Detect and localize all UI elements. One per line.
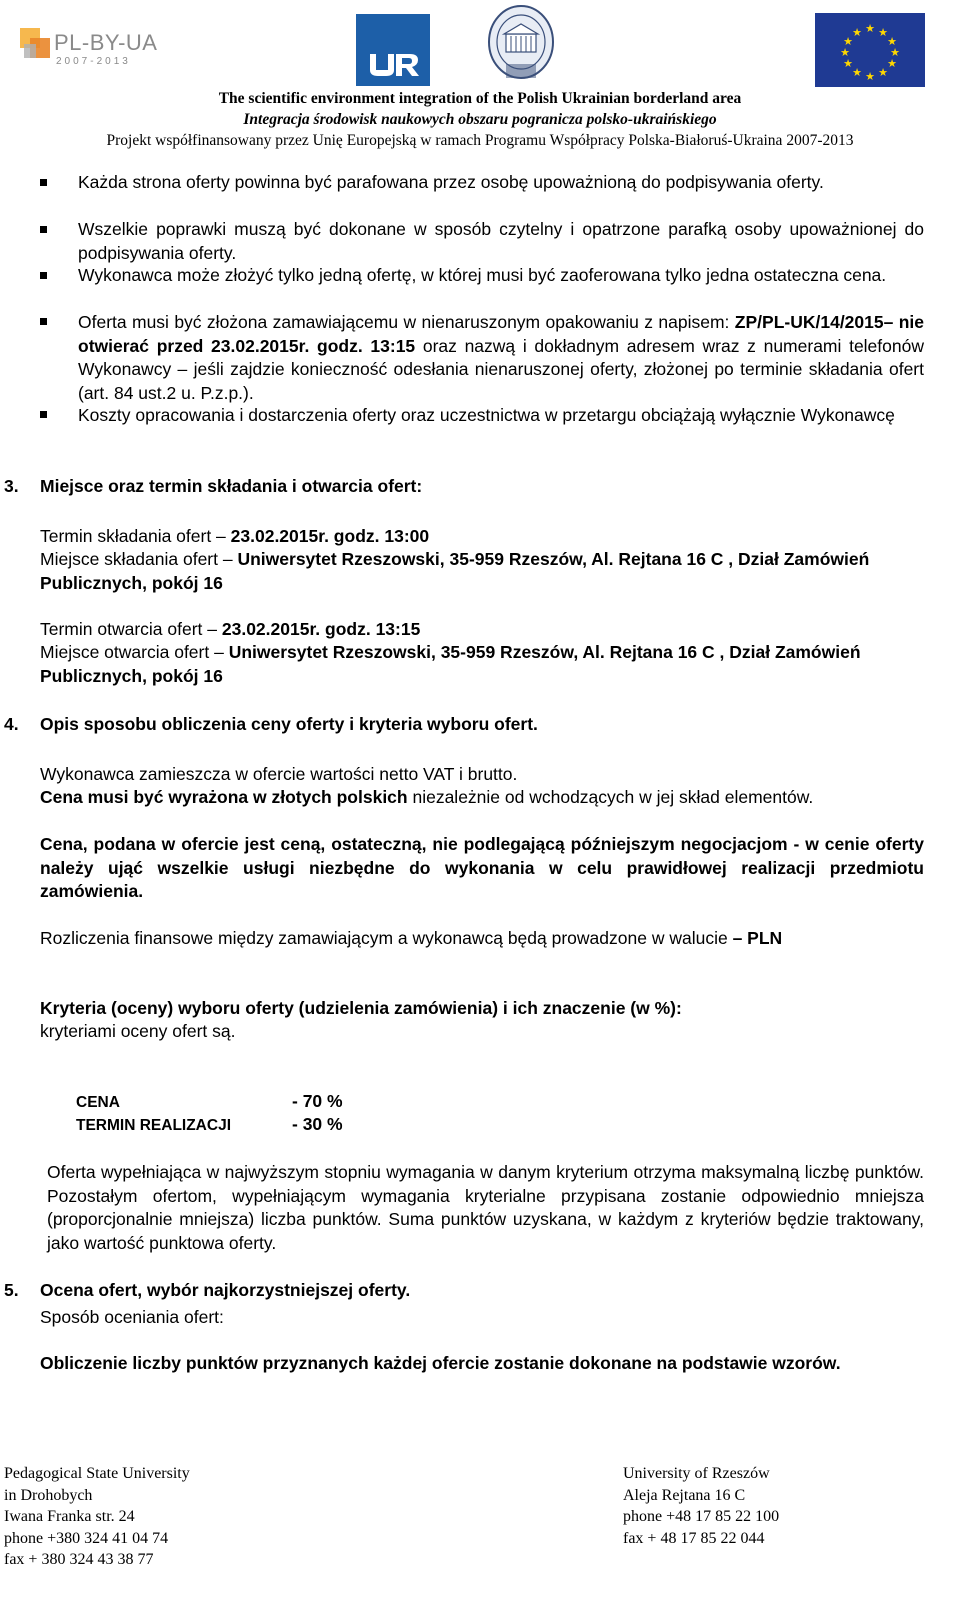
bullet-3: Wykonawca może złożyć tylko jedną ofertę, w której musi być zaoferowana tylko jedna ostateczna cena. — [78, 265, 887, 285]
svg-text:★: ★ — [840, 46, 850, 59]
footer-left-line-3: Iwana Franka str. 24 — [4, 1508, 135, 1525]
deadline-label: Termin składania ofert – — [40, 526, 231, 546]
ur-logo-mark — [356, 14, 430, 86]
footer-right-line-2: Aleja Rejtana 16 C — [623, 1486, 746, 1504]
svg-text:★: ★ — [887, 57, 897, 70]
section-4-paragraph-5: Oferta wypełniająca w najwyższym stopniu wymagania w danym kryterium otrzyma maksymalną liczbę punktów. Pozostałym ofertom, wypełniającym wymagania kryterialne przypisana zostanie odpowiednio mniejsza (proporcjonalnie mniejsza) liczba punktów. Suma punktów uzyskana, w każdym z kryteriów będzie traktowany, jako wartość punktowa oferty. — [47, 1162, 924, 1253]
plbyua-logo-text: PL-BY-UA — [54, 30, 158, 55]
header-line-1: The scientific environment integration of the Polish Ukrainian borderland area — [218, 90, 742, 107]
opening-value: 23.02.2015r. godz. 13:15 — [221, 619, 421, 639]
bullet-4-text-bold: ZP/PL-UK/14/2015– nie otwierać przed 23.02.2015r. godz. 13:15 — [78, 312, 924, 356]
section-3-title: Miejsce oraz termin składania i otwarcia ofert: — [40, 476, 423, 496]
opening-place-line — [40, 641, 910, 688]
section-5-paragraph-1: Obliczenie liczby punktów przyznanych każdej ofercie zostanie dokonane na podstawie wzorów. — [40, 1353, 841, 1373]
bullet-icon — [40, 179, 47, 186]
ur-logo — [356, 14, 430, 86]
svg-text:★: ★ — [852, 26, 862, 39]
bullet-icon — [40, 411, 47, 418]
bullet-4-text-a: Oferta musi być złożona zamawiającemu w nienaruszonym opakowaniu z napisem: — [78, 312, 735, 332]
svg-text:★: ★ — [890, 46, 900, 59]
bullet-icon — [40, 318, 47, 325]
criteria-name-2: TERMIN REALIZACJI — [76, 1117, 231, 1134]
currency-text: Rozliczenia finansowe między zamawiającym a wykonawcą będą prowadzone w walucie — [40, 928, 733, 948]
footer-left-line-5: fax + 380 324 43 38 77 — [4, 1551, 154, 1568]
currency-value: – PLN — [732, 928, 783, 948]
deadline-line — [40, 525, 429, 549]
section-4-paragraph-4 — [40, 927, 782, 951]
footer-left-line-2: in Drohobych — [4, 1486, 93, 1504]
svg-text:★: ★ — [865, 22, 875, 35]
submission-place-line — [40, 548, 910, 595]
plbyua-logo-years: 2007-2013 — [56, 56, 131, 67]
bullet-icon — [40, 226, 47, 233]
criteria-title: Kryteria (oceny) wyboru oferty (udzielenia zamówienia) i ich znaczenie (w %): — [40, 998, 682, 1018]
footer-right-line-3: phone +48 17 85 22 100 — [623, 1508, 780, 1525]
footer-left-line-1: Pedagogical State University — [4, 1465, 190, 1482]
header-line-3: Projekt współfinansowany przez Unię Europejską w ramach Programu Współpracy Polska-Białoruś-Ukraina 2007-2013 — [106, 132, 854, 149]
svg-text:★: ★ — [878, 66, 888, 79]
seal-icon — [486, 4, 556, 86]
plbyua-logo — [18, 22, 178, 74]
svg-text:★: ★ — [865, 70, 875, 83]
submission-place-label: Miejsce składania ofert – — [40, 549, 238, 569]
deadline-value: 23.02.2015r. godz. 13:00 — [230, 526, 430, 546]
svg-text:★: ★ — [843, 57, 853, 70]
bullet-1: Każda strona oferty powinna być parafowana przez osobę upoważnioną do podpisywania oferty. — [78, 172, 824, 192]
svg-text:★: ★ — [852, 66, 862, 79]
bullet-4 — [78, 311, 924, 405]
section-4-paragraph-3: Cena, podana w ofercie jest ceną, ostateczną, nie podlegającą późniejszym negocjacjom - w cenie oferty należy ująć wszelkie usługi niezbędne do wykonania w celu prawidłowej realizacji przedmiotu zamówienia. — [40, 834, 924, 901]
svg-text:★: ★ — [887, 35, 897, 48]
section-5-subtitle: Sposób oceniania ofert: — [40, 1307, 224, 1327]
criteria-name-1: CENA — [76, 1094, 120, 1111]
footer-left-line-4: phone +380 324 41 04 74 — [4, 1529, 169, 1547]
svg-text:★: ★ — [878, 26, 888, 39]
opening-line — [40, 618, 420, 642]
section-3-number: 3. — [4, 476, 19, 496]
section-4-paragraph-1: Wykonawca zamieszcza w ofercie wartości netto VAT i brutto. — [40, 764, 518, 784]
university-seal-logo — [486, 4, 556, 86]
opening-place-label: Miejsce otwarcia ofert – — [40, 642, 229, 662]
footer-left — [4, 1463, 190, 1571]
bullet-2: Wszelkie poprawki muszą być dokonane w sposób czytelny i opatrzone parafką osoby upoważnionej do podpisywania oferty. — [78, 219, 924, 263]
eu-flag-logo — [815, 13, 925, 87]
svg-text:★: ★ — [843, 35, 853, 48]
bullet-5: Koszty opracowania i dostarczenia oferty oraz uczestnictwa w przetargu obciążają wyłącznie Wykonawcę — [78, 405, 895, 425]
opening-place-value: Uniwersytet Rzeszowski, 35-959 Rzeszów, Al. Rejtana 16 C , Dział Zamówień Publicznych, pokój 16 — [40, 642, 861, 686]
bullet-icon — [40, 272, 47, 279]
criteria-subtitle: kryteriami oceny ofert są. — [40, 1021, 236, 1041]
footer-right-line-4: fax + 48 17 85 22 044 — [623, 1529, 765, 1547]
eu-stars-icon — [815, 13, 925, 87]
submission-place-value: Uniwersytet Rzeszowski, 35-959 Rzeszów, Al. Rejtana 16 C , Dział Zamówień Publicznych, pokój 16 — [40, 549, 870, 593]
footer-right-line-1: University of Rzeszów — [623, 1465, 770, 1482]
header-line-2: Integracja środowisk naukowych obszaru pogranicza polsko-ukraińskiego — [243, 111, 717, 128]
criteria-value-2: - 30 % — [292, 1114, 343, 1134]
section-5-number: 5. — [4, 1280, 19, 1300]
section-5-title: Ocena ofert, wybór najkorzystniejszej oferty. — [40, 1280, 411, 1300]
opening-label: Termin otwarcia ofert – — [40, 619, 222, 639]
bullet-4-text-c: oraz nazwą i dokładnym adresem wraz z numerami telefonów Wykonawcy – jeśli zajdzie konieczność odesłania nienaruszonej oferty, złożonej po terminie składania ofert (art. 84 ust.2 u. P.z.p.). — [78, 335, 924, 403]
section-4-title: Opis sposobu obliczenia ceny oferty i kryteria wyboru ofert. — [40, 714, 538, 734]
criteria-value-1: - 70 % — [292, 1091, 343, 1111]
section-4-paragraph-2-bold: Cena musi być wyrażona w złotych polskich — [40, 787, 408, 807]
section-4-paragraph-2 — [40, 786, 924, 810]
footer-right — [623, 1463, 779, 1549]
section-4-number: 4. — [4, 714, 19, 734]
section-4-paragraph-2-rest: niezależnie od wchodzących w jej skład elementów. — [407, 787, 814, 807]
